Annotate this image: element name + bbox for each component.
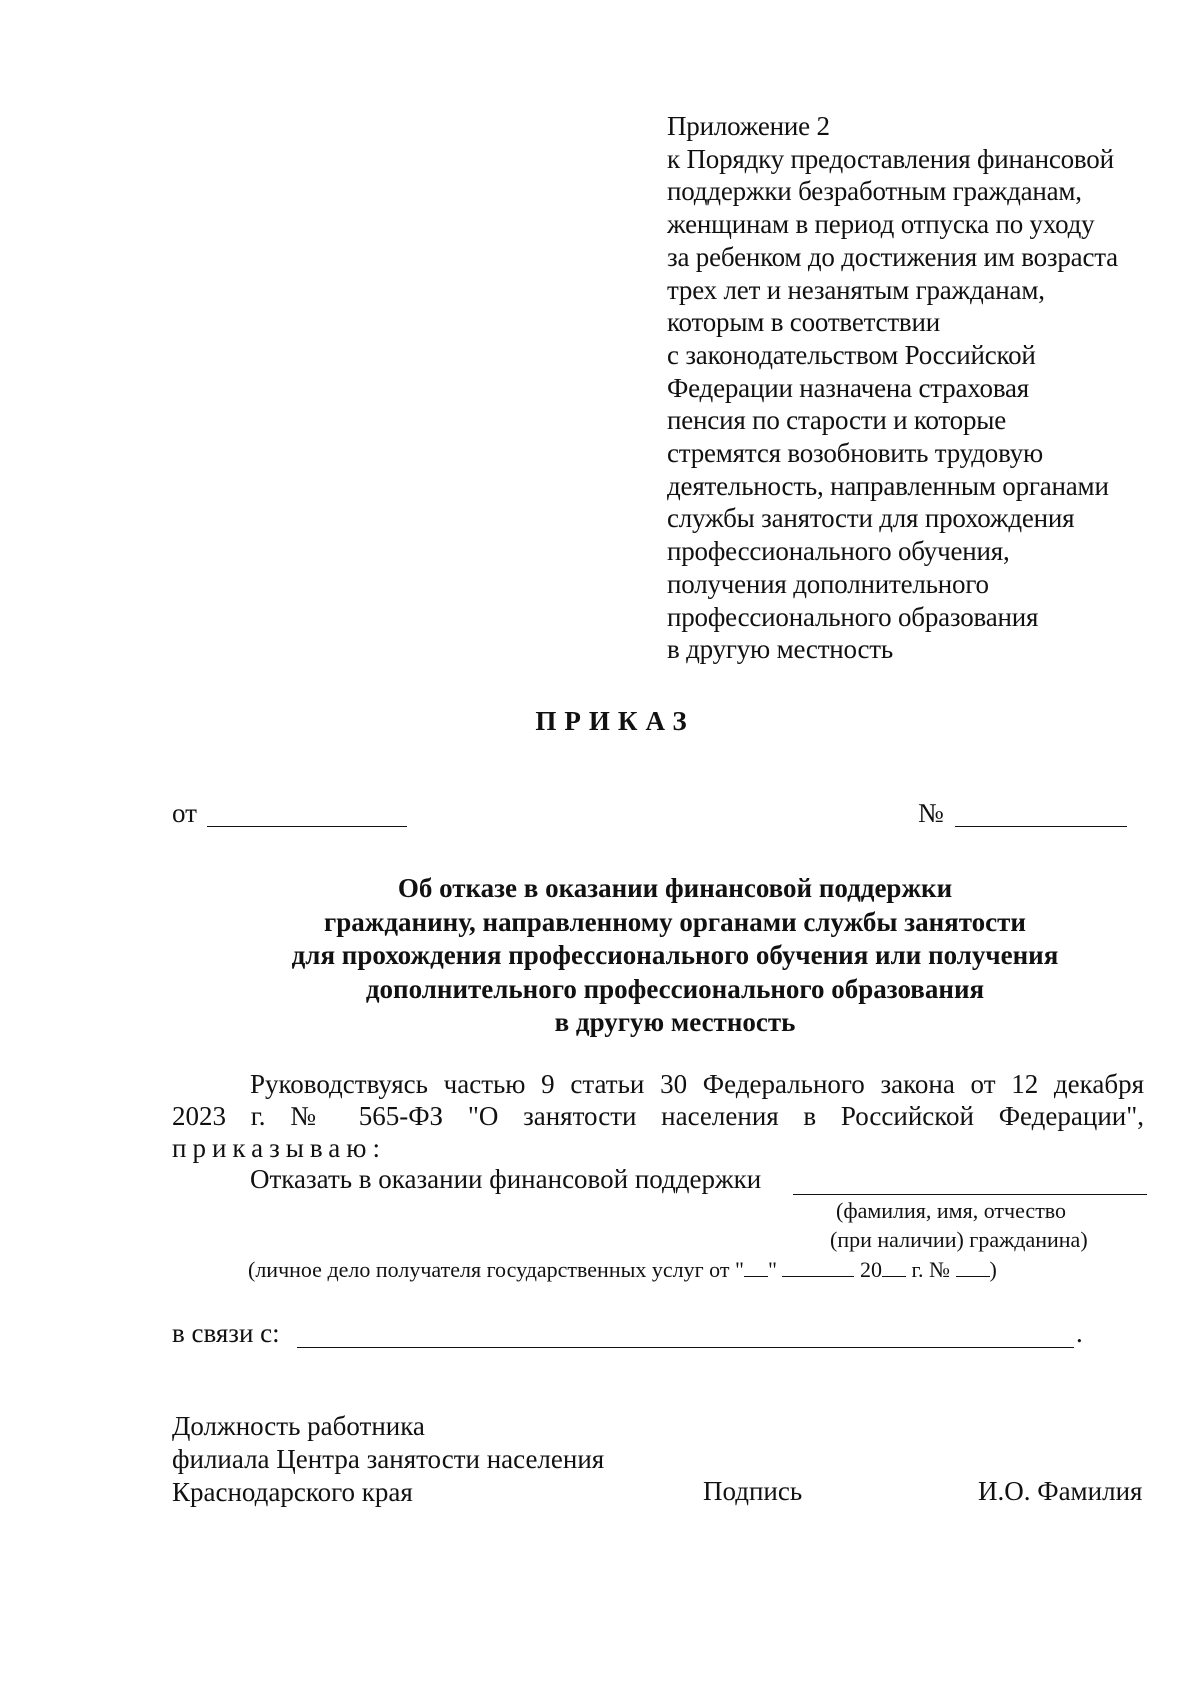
reason-blank-line <box>297 1347 1074 1348</box>
number-label: № <box>918 798 944 828</box>
appendix-line: пенсия по старости и которые <box>667 405 1006 436</box>
order-verb: приказываю: <box>172 1133 386 1163</box>
appendix-line: получения дополнительного <box>667 568 989 599</box>
reason-end: . <box>1076 1318 1083 1348</box>
body-line-2: 2023 г. № 565-ФЗ "О занятости населения в Российской Федерации", <box>172 1101 1144 1131</box>
appendix-line: которым в соответствии <box>667 307 940 338</box>
appendix-line: женщинам в период отпуска по уходу <box>667 209 1095 240</box>
title-line: в другую местность <box>554 1007 796 1037</box>
appendix-line: профессионального обучения, <box>667 536 1010 567</box>
appendix-line: в другую местность <box>667 634 894 665</box>
case-file-day-blank <box>744 1260 768 1277</box>
appendix-line: службы занятости для прохождения <box>667 503 1075 534</box>
appendix-header <box>667 110 1187 666</box>
signer-position-line: филиала Центра занятости населения <box>172 1444 605 1474</box>
body-line-1: Руководствуясь частью 9 статьи 30 Федерального закона от 12 декабря <box>250 1069 1144 1099</box>
hint-name-line-1: (фамилия, имя, отчество <box>836 1198 1067 1223</box>
appendix-line: Приложение 2 <box>667 111 830 141</box>
case-file-line <box>248 1257 997 1283</box>
case-file-quote: " <box>767 1257 777 1282</box>
case-file-end: ) <box>989 1257 997 1282</box>
title-line: Об отказе в оказании финансовой поддержки <box>397 873 953 903</box>
appendix-line: с законодательством Российской <box>667 339 1036 370</box>
title-line: дополнительного профессионального образования <box>365 973 985 1004</box>
refuse-text: Отказать в оказании финансовой поддержки <box>250 1164 762 1194</box>
case-file-prefix: (личное дело получателя государственных услуг от " <box>248 1257 744 1282</box>
reason-label: в связи с: <box>172 1318 280 1348</box>
document-title <box>0 872 1200 1040</box>
appendix-line: деятельность, направленным органами <box>667 470 1109 501</box>
appendix-line: трех лет и незанятым гражданам, <box>667 274 1045 305</box>
appendix-line: к Порядку предоставления финансовой <box>667 143 1114 174</box>
case-file-year-blank <box>882 1260 906 1277</box>
case-file-year: 20 <box>859 1257 882 1282</box>
date-blank-line <box>207 826 407 827</box>
case-file-number-blank <box>956 1260 990 1277</box>
citizen-name-blank-line <box>793 1194 1147 1195</box>
hint-name-line-2: (при наличии) гражданина) <box>830 1227 1088 1252</box>
signer-position-line: Должность работника <box>172 1411 425 1441</box>
appendix-line: стремятся возобновить трудовую <box>667 438 1044 469</box>
body-paragraph <box>172 1068 1144 1164</box>
signer-position <box>172 1410 604 1509</box>
appendix-line: профессионального образования <box>667 601 1039 632</box>
signer-name: И.О. Фамилия <box>978 1476 1143 1506</box>
signature-label: Подпись <box>703 1476 803 1506</box>
signer-position-line: Краснодарского края <box>172 1477 413 1507</box>
case-file-month-blank <box>782 1260 854 1277</box>
number-blank-line <box>955 826 1127 827</box>
appendix-line: Федерации назначена страховая <box>667 372 1030 403</box>
date-label: от <box>172 798 197 828</box>
appendix-line: поддержки безработным гражданам, <box>667 176 1082 207</box>
appendix-line: за ребенком до достижения им возраста <box>667 241 1118 272</box>
document-type-heading: ПРИКАЗ <box>535 706 695 736</box>
case-file-number-label: г. № <box>911 1257 950 1282</box>
title-line: для прохождения профессионального обучения или получения <box>291 940 1059 970</box>
title-line: гражданину, направленному органами службы занятости <box>324 906 1026 937</box>
